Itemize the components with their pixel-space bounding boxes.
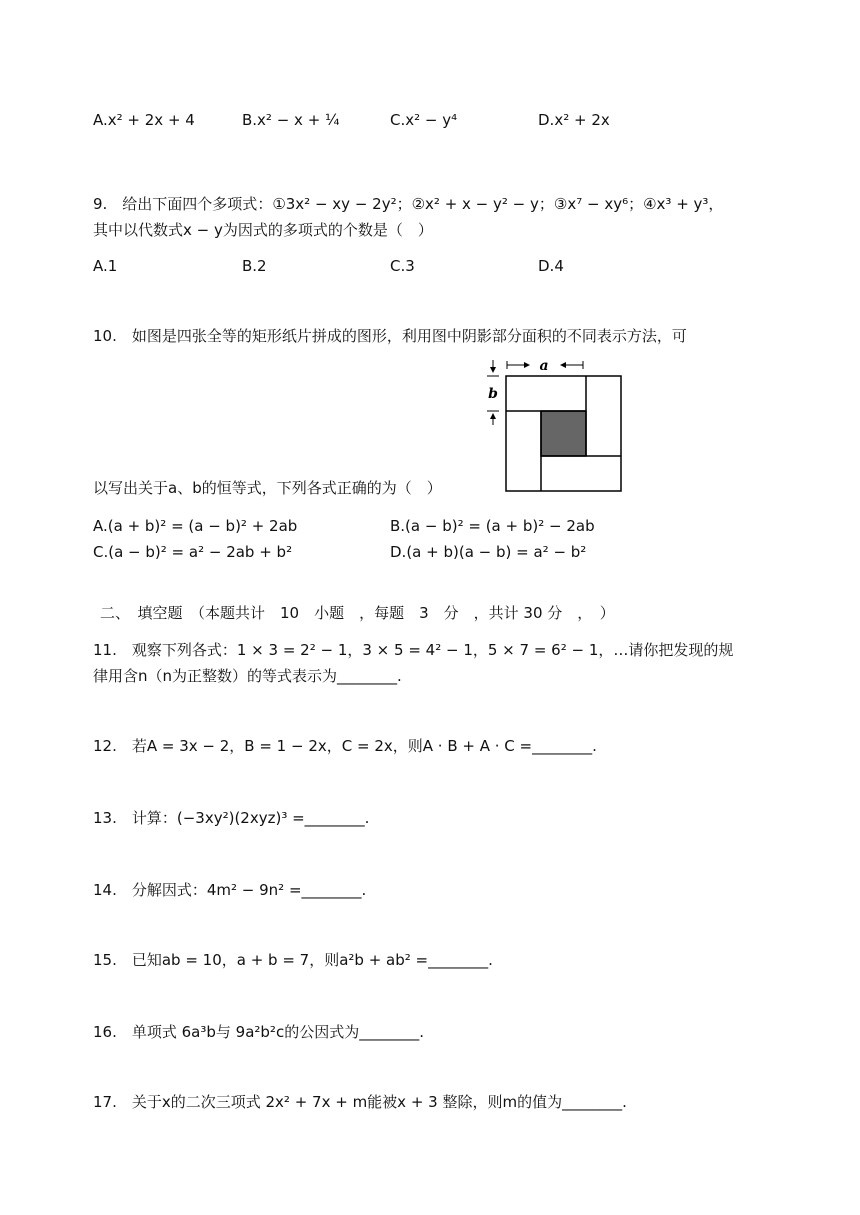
q17-stem: 17. 关于x的二次三项式 2x² + 7x + m能被x + 3 整除，则m的值为________. [93,1093,627,1111]
q14-stem: 14. 分解因式：4m² − 9n² =________. [93,881,367,899]
q12-stem: 12. 若A = 3x − 2，B = 1 − 2x，C = 2x，则A · B + A · C =________. [93,737,597,755]
q9-option-b: B.2 [242,257,267,275]
q11-stem-line1: 11. 观察下列各式：1 × 3 = 2² − 1，3 × 5 = 4² − 1，5 × 7 = 6² − 1，…请你把发现的规 [93,641,734,659]
q10-option-d: D.(a + b)(a − b) = a² − b² [390,543,587,561]
q9-option-a: A.1 [93,257,118,275]
q9-option-d: D.4 [538,257,564,275]
section-heading: 二、 填空题 （本题共计 10 小题 ，每题 3 分 ，共计 30 分 ， ） [100,604,615,622]
shaded-square [541,411,586,456]
label-b: b [488,386,498,402]
q15-stem: 15. 已知ab = 10，a + b = 7，则a²b + ab² =________. [93,951,493,969]
q11-stem-line2: 律用含n（n为正整数）的等式表示为________. [93,667,402,685]
q8-option-b: B.x² − x + ¼ [242,111,340,129]
q10-stem-line1: 10. 如图是四张全等的矩形纸片拼成的图形，利用图中阴影部分面积的不同表示方法，可 [93,327,687,345]
q9-stem-line2: 其中以代数式x − y为因式的多项式的个数是（ ） [93,221,433,239]
q9-option-c: C.3 [390,257,415,275]
q8-option-c: C.x² − y⁴ [390,111,458,129]
q13-stem: 13. 计算：(−3xy²)(2xyz)³ =________. [93,809,370,827]
q16-stem: 16. 单项式 6a³b与 9a²b²c的公因式为________. [93,1023,424,1041]
q10-stem-line2: 以写出关于a、b的恒等式，下列各式正确的为（ ） [93,479,442,497]
rectangles-figure [485,355,625,495]
label-a: a [539,358,549,374]
q10-option-c: C.(a − b)² = a² − 2ab + b² [93,543,293,561]
q10-option-a: A.(a + b)² = (a − b)² + 2ab [93,517,298,535]
q10-option-b: B.(a − b)² = (a + b)² − 2ab [390,517,595,535]
q8-option-a: A.x² + 2x + 4 [93,111,195,129]
q9-stem-line1: 9. 给出下面四个多项式：①3x² − xy − 2y²；②x² + x − y² − y；③x⁷ − xy⁶；④x³ + y³， [93,195,724,213]
q8-option-d: D.x² + 2x [538,111,610,129]
